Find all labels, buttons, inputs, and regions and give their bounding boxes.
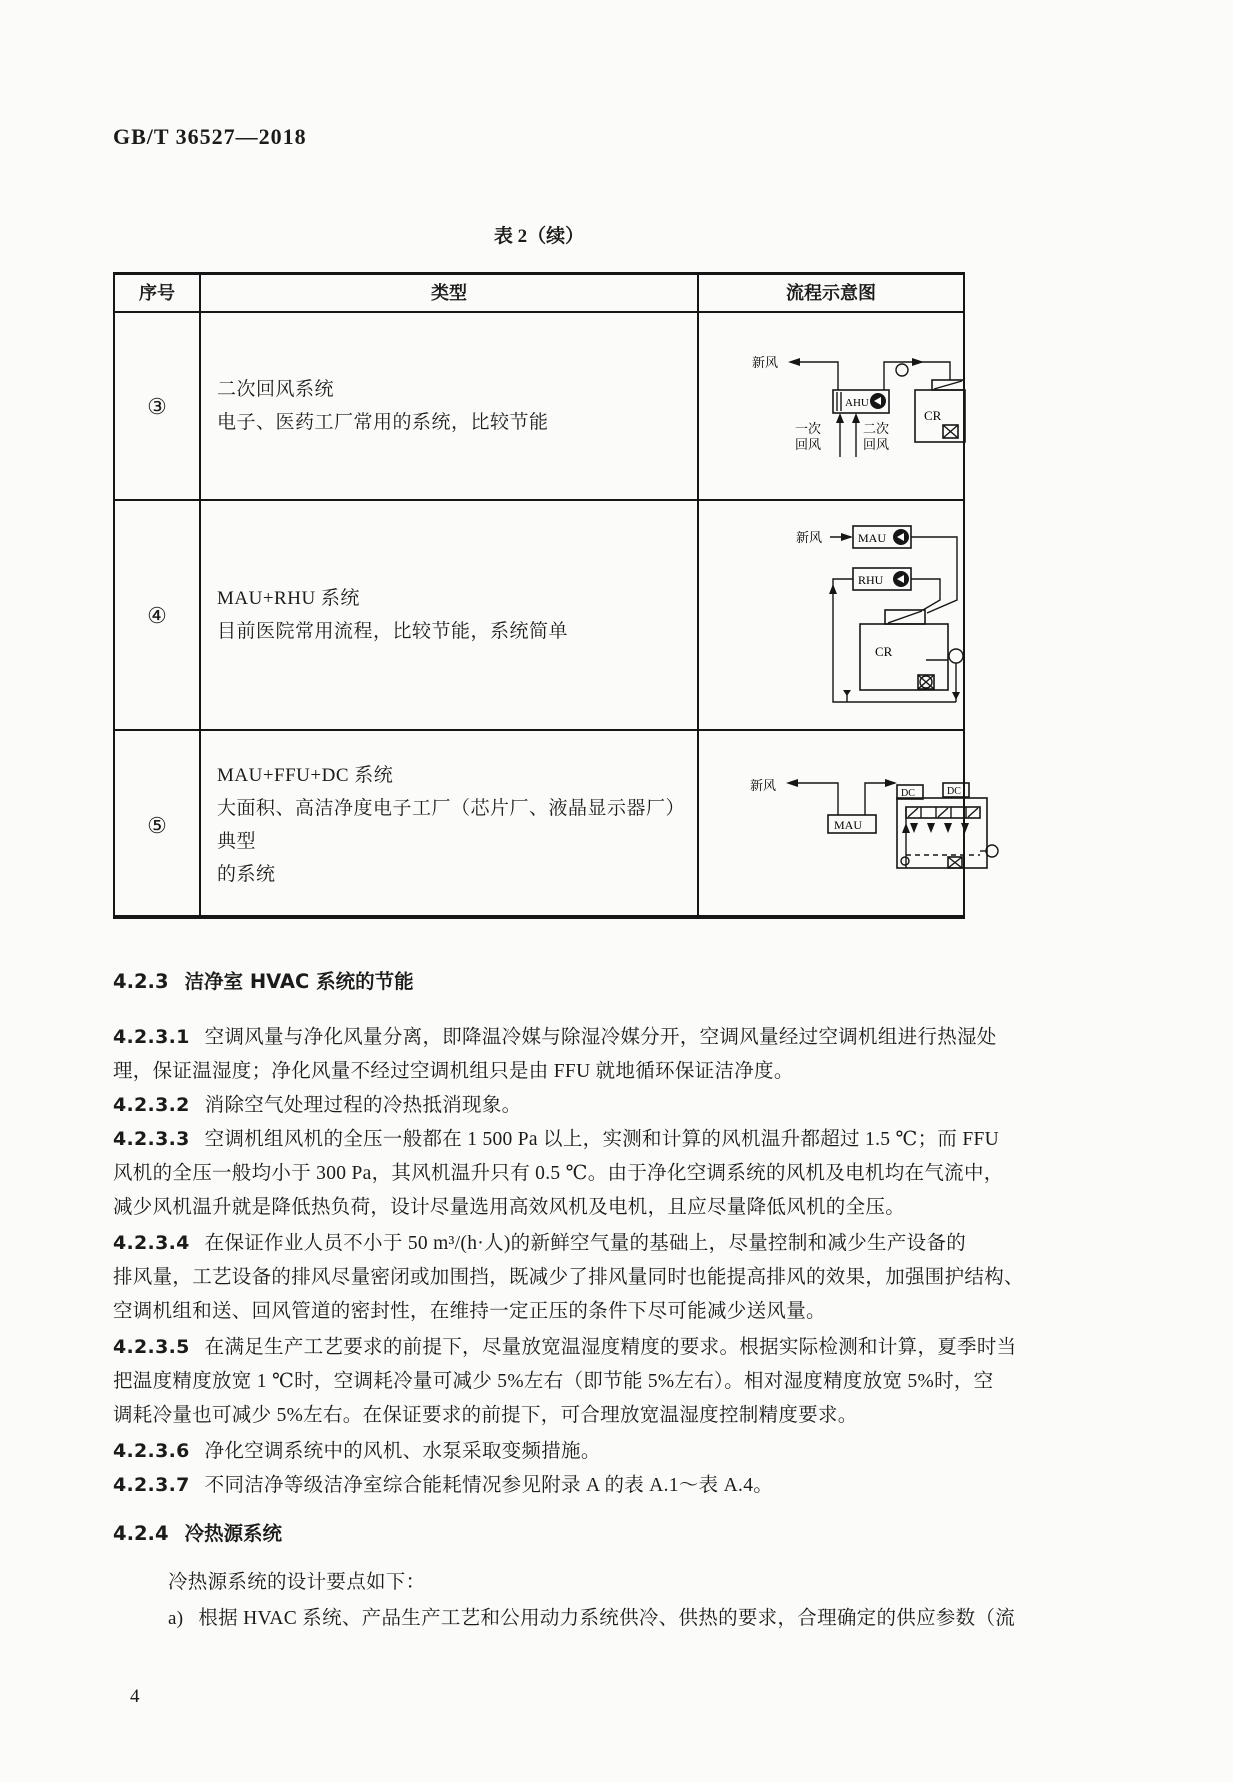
cleanroom-label: CR xyxy=(924,408,942,423)
column-header-diagram: 流程示意图 xyxy=(786,283,876,303)
mau-label: MAU xyxy=(834,818,863,832)
column-header-type: 类型 xyxy=(431,283,467,303)
clause-4235 xyxy=(113,1330,1127,1433)
type-line: MAU+RHU 系统 xyxy=(217,588,360,609)
fan-icon xyxy=(949,649,963,663)
row-type-4 xyxy=(201,501,697,729)
clause-4231 xyxy=(113,1020,1127,1089)
section-intro xyxy=(168,1566,1182,1600)
list-item-a xyxy=(168,1602,1182,1636)
clause-number: 4.2.3.2 xyxy=(113,1094,190,1116)
exhaust-fan-icon xyxy=(948,857,962,868)
table-caption: 表 2（续） xyxy=(493,226,585,247)
primary-return-label: 一次 xyxy=(794,421,822,436)
standard-number: GB/T 36527—2018 xyxy=(113,124,307,149)
row-type-5 xyxy=(201,731,697,918)
clause-number: 4.2.3.7 xyxy=(113,1474,190,1496)
exhaust-fan-icon xyxy=(943,425,958,438)
section-heading-424 xyxy=(113,1518,282,1546)
secondary-return-label: 回风 xyxy=(862,437,890,452)
mau-unit xyxy=(853,526,911,548)
item-text: 根据 HVAC 系统、产品生产工艺和公用动力系统供冷、供热的要求，合理确定的供应参数（流 xyxy=(198,1608,1016,1629)
flow-diagram-secondary-return-system xyxy=(680,345,980,465)
filter-icon xyxy=(932,380,964,390)
clause-text: 不同洁净等级洁净室综合能耗情况参见附录 A 的表 A.1～表 A.4。 xyxy=(204,1475,774,1496)
clause-number: 4.2.3.4 xyxy=(113,1232,190,1254)
clause-text: 理，保证温湿度；净化风量不经过空调机组只是由 FFU 就地循环保证洁净度。 xyxy=(113,1061,794,1082)
type-line: 二次回风系统 xyxy=(217,379,335,400)
secondary-return-label: 二次 xyxy=(862,421,890,436)
fresh-air-label: 新风 xyxy=(750,778,777,793)
arrow-left-icon xyxy=(788,358,800,366)
clause-text: 消除空气处理过程的冷热抵消现象。 xyxy=(204,1095,522,1116)
section-title: 洁净室 HVAC 系统的节能 xyxy=(184,970,414,993)
fresh-air-label: 新风 xyxy=(796,530,823,545)
column-header-index: 序号 xyxy=(139,283,175,303)
clause-4232 xyxy=(113,1088,1127,1123)
exhaust-fan-icon xyxy=(918,675,934,689)
arrow-up-icon xyxy=(902,823,910,833)
ahu-label: AHU xyxy=(845,397,869,409)
clause-text: 净化空调系统中的风机、水泵采取变频措施。 xyxy=(204,1441,601,1462)
flow-diagram-mau-rhu-system xyxy=(680,450,980,710)
clause-number: 4.2.3.5 xyxy=(113,1336,190,1358)
clause-4236 xyxy=(113,1434,1127,1469)
fresh-air-label: 新风 xyxy=(752,355,779,370)
arrow-left-icon xyxy=(786,779,798,787)
rhu-unit xyxy=(853,568,911,590)
page-number: 4 xyxy=(130,1686,140,1707)
type-line: 大面积、高洁净度电子工厂（芯片厂、液晶显示器厂）典型 xyxy=(217,797,686,852)
clause-4234 xyxy=(113,1226,1127,1329)
airflow-arrows xyxy=(910,823,969,833)
dc-label: DC xyxy=(901,788,915,799)
mau-unit xyxy=(828,815,876,833)
clause-text: 风机的全压一般均小于 300 Pa，其风机温升只有 0.5 ℃。由于净化空调系统的风机及电机均在气流中， xyxy=(113,1163,1004,1184)
clause-text: 减少风机温升就是降低热负荷，设计尽量选用高效风机及电机，且应尽量降低风机的全压。 xyxy=(113,1197,906,1218)
dry-coil-unit xyxy=(943,783,969,797)
arrow-right-icon xyxy=(885,779,897,787)
filter-icon xyxy=(885,610,925,624)
clause-number: 4.2.3.6 xyxy=(113,1440,190,1462)
row-index-3: ③ xyxy=(147,394,167,419)
clause-text: 空调机组和送、回风管道的密封性，在维持一定正压的条件下尽可能减少送风量。 xyxy=(113,1301,826,1322)
row-index-5: ⑤ xyxy=(147,813,167,838)
ahu-unit xyxy=(833,390,889,413)
type-line: 的系统 xyxy=(217,863,276,885)
item-letter: a) xyxy=(168,1608,184,1629)
mau-label: MAU xyxy=(858,531,887,545)
intro-text: 冷热源系统的设计要点如下： xyxy=(168,1572,426,1593)
section-heading-423 xyxy=(113,966,414,994)
clause-text: 在保证作业人员不小于 50 m³/(h·人)的新鲜空气量的基础上，尽量控制和减少生产设备的 xyxy=(204,1233,967,1254)
primary-return-label: 回风 xyxy=(794,437,822,452)
arrow-right-icon xyxy=(912,358,924,366)
cleanroom-label: CR xyxy=(875,644,893,659)
clause-number: 4.2.3.1 xyxy=(113,1026,190,1048)
clause-text: 空调机组风机的全压一般都在 1 500 Pa 以上，实测和计算的风机温升都超过 1.5 ℃；而 FFU xyxy=(204,1129,1000,1150)
row-type-3 xyxy=(201,313,697,499)
section-title: 冷热源系统 xyxy=(184,1522,283,1545)
type-line: 目前医院常用流程，比较节能，系统简单 xyxy=(217,621,569,642)
clause-text: 空调风量与净化风量分离，即降温冷媒与除湿冷媒分开，空调风量经过空调机组进行热湿处 xyxy=(204,1027,997,1048)
arrow-up-icon xyxy=(829,584,837,594)
clause-text: 在满足生产工艺要求的前提下，尽量放宽温湿度精度的要求。根据实际检测和计算，夏季时当 xyxy=(204,1337,1017,1358)
clause-text: 调耗冷量也可减少 5%左右。在保证要求的前提下，可合理放宽温湿度控制精度要求。 xyxy=(113,1405,858,1426)
dc-label: DC xyxy=(947,786,961,797)
section-number: 4.2.3 xyxy=(113,970,169,993)
fan-icon xyxy=(901,857,909,865)
cleanroom-box xyxy=(897,798,987,868)
type-line: MAU+FFU+DC 系统 xyxy=(217,764,394,786)
flow-diagram-mau-ffu-dc-system xyxy=(700,765,1000,877)
section-number: 4.2.4 xyxy=(113,1522,169,1545)
clause-number: 4.2.3.3 xyxy=(113,1128,190,1150)
fan-icon xyxy=(896,364,908,376)
arrow-down-icon xyxy=(952,692,960,700)
clause-4233 xyxy=(113,1122,1127,1225)
clause-4237 xyxy=(113,1468,1127,1503)
dry-coil-unit xyxy=(897,785,923,799)
row-index-4: ④ xyxy=(147,603,167,628)
rhu-label: RHU xyxy=(858,573,884,587)
clause-text: 把温度精度放宽 1 ℃时，空调耗冷量可减少 5%左右（即节能 5%左右）。相对湿度精度放宽 5%时，空 xyxy=(113,1371,994,1392)
type-line: 电子、医药工厂常用的系统，比较节能 xyxy=(217,412,549,433)
clause-text: 排风量，工艺设备的排风尽量密闭或加围挡，既减少了排风量同时也能提高排风的效果，加强围护结构、 xyxy=(113,1267,1024,1288)
arrow-right-icon xyxy=(841,533,853,541)
ffu-filter-row-icon xyxy=(906,807,980,818)
